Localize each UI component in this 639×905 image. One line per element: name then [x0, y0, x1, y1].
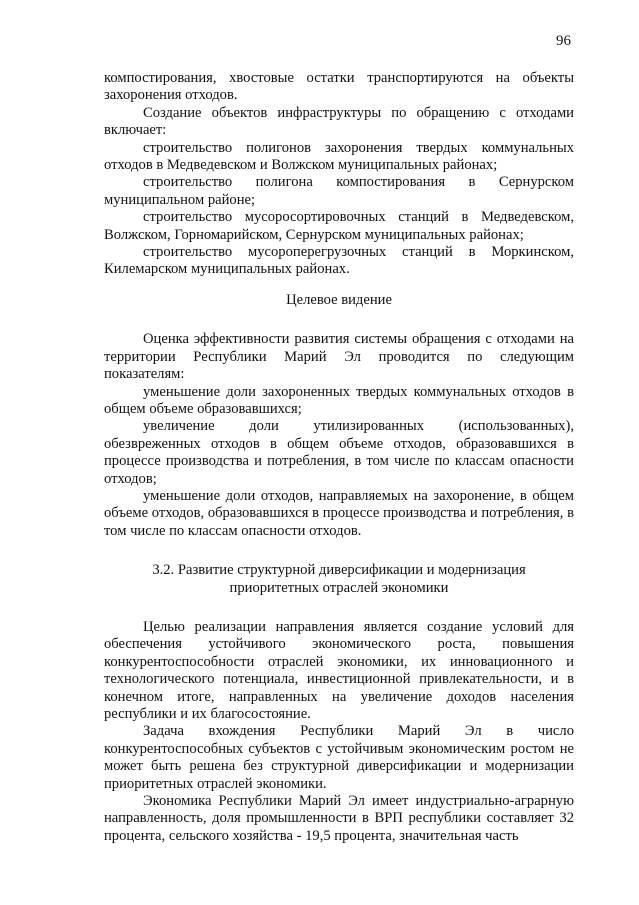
- list-item-transfer-stations: строительство мусороперегрузочных станций в Моркинском, Килемарском муниципальных районах.: [104, 244, 574, 278]
- page-body: [104, 70, 574, 845]
- heading-target-vision: Целевое видение: [286, 291, 392, 308]
- list-item-landfills: строительство полигонов захоронения твердых коммунальных отходов в Медведевском и Волжском муниципальных районах;: [104, 139, 574, 174]
- paragraph-composting-continuation: компостирования, хвостовые остатки транспортируются на объекты захоронения отходов.: [104, 70, 574, 104]
- indicator-disposal-share: уменьшение доли отходов, направляемых на захоронение, в общем объеме отходов, образовавшихся в процессе производства и потребления, в том числе по классам опасности отходов.: [104, 487, 574, 539]
- list-item-composting-site: строительство полигона компостирования в Сернурском муниципальном районе;: [104, 174, 574, 208]
- list-item-sorting-stations: строительство мусоросортировочных станций в Медведевском, Волжском, Горномарийском, Сернурском муниципальных районах;: [104, 209, 574, 243]
- paragraph-infrastructure-intro: Создание объектов инфраструктуры по обращению с отходами включает:: [104, 104, 574, 139]
- paragraph-assessment-indicators: Оценка эффективности развития системы обращения с отходами на территории Республики Марий Эл проводится по следующим показателям:: [104, 331, 574, 383]
- page-number: 96: [556, 33, 571, 49]
- paragraph-task: Задача вхождения Республики Марий Эл в число конкурентоспособных субъектов с устойчивым экономическим ростом не может быть решена без структурной диверсификации и модернизации приоритетных отраслей экономики.: [104, 723, 574, 792]
- section-heading-line-2: приоритетных отраслей экономики: [229, 579, 449, 596]
- section-heading-line-1: 3.2. Развитие структурной диверсификации и модернизация: [152, 562, 526, 579]
- paragraph-goal: Целью реализации направления является создание условий для обеспечения устойчивого экономического роста, повышения конкурентоспособности отраслей экономики, их инновационного и технологического потенциала, инвестиционной привлекательности, и в конечном итоге, направленных на увеличение доходов населения республики и их благосостояние.: [104, 618, 574, 722]
- indicator-recycled-share: увеличение доли утилизированных (использованных), обезвреженных отходов в общем объеме отходов, образовавшихся в процессе производства и потребления, в том числе по классам опасности отходов;: [104, 418, 574, 487]
- paragraph-economy: Экономика Республики Марий Эл имеет индустриально-аграрную направленность, доля промышленности в ВРП республики составляет 32 процента, сельского хозяйства - 19,5 процента, значительная часть: [104, 793, 574, 844]
- indicator-landfilled-share: уменьшение доли захороненных твердых коммунальных отходов в общем объеме образовавшихся;: [104, 383, 574, 417]
